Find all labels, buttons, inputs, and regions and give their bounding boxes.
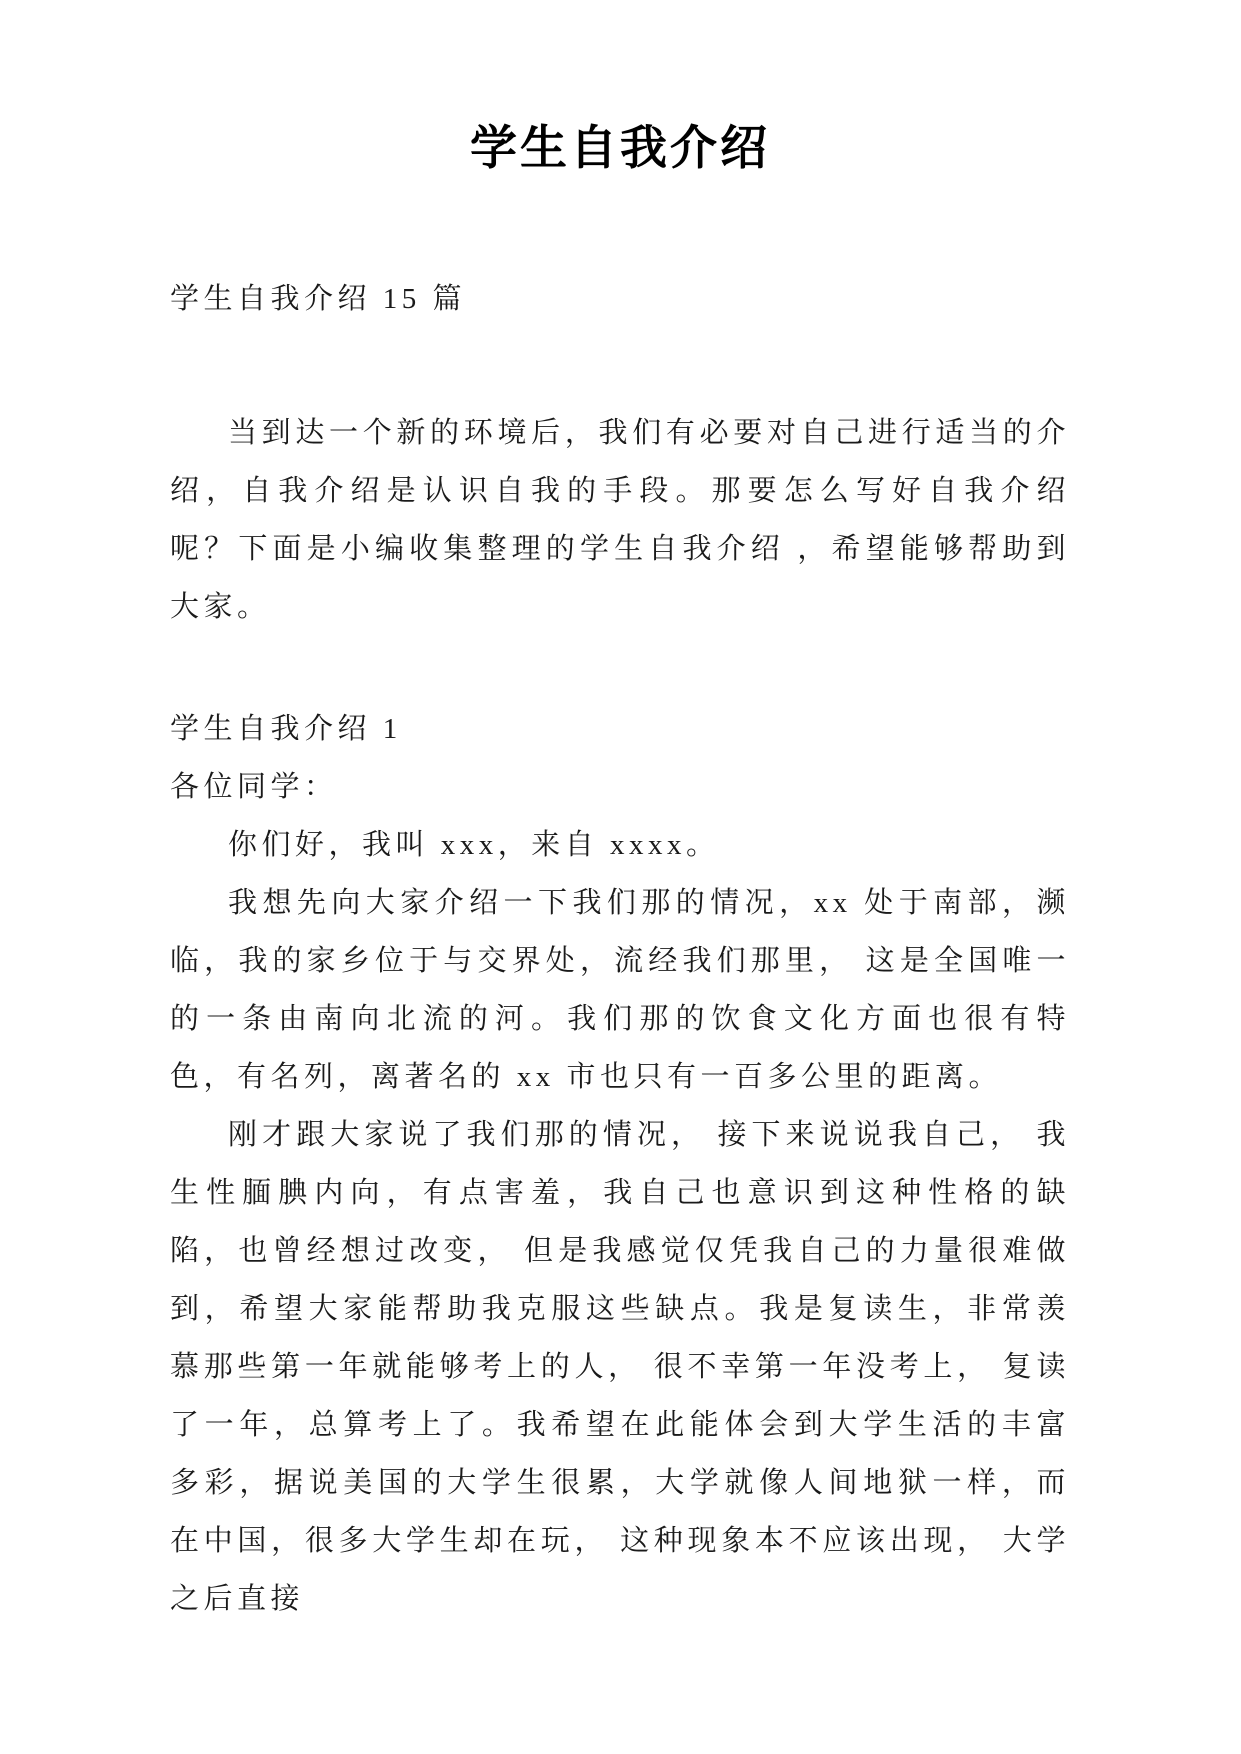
page-title: 学生自我介绍 [470, 123, 770, 175]
section-1-paragraph-self: 刚才跟大家说了我们那的情况， 接下来说说我自己， 我生性腼腆内向，有点害羞，我自己也意识到这种性格的缺陷，也曾经想过改变， 但是我感觉仅凭我自己的力量很难做到，希望大家能帮助我克服这些缺点。我是复读生，非常羡慕那些第一年就能够考上的人， 很不幸第一年没考上， 复读了一年，总算考上了。我希望在此能体会到大学生活的丰富多彩，据说美国的大学生很累，大学就像人间地狱一样，而在中国，很多大学生却在玩， 这种现象本不应该出现， 大学之后直接 [170, 1119, 1070, 1615]
document-content [170, 0, 1070, 1628]
intro-paragraph: 当到达一个新的环境后，我们有必要对自己进行适当的介绍，自我介绍是认识自我的手段。那要怎么写好自我介绍呢？下面是小编收集整理的学生自我介绍 ，希望能够帮助到大家。 [170, 417, 1070, 623]
section-1-heading: 学生自我介绍 1 [170, 713, 402, 745]
section-1-paragraph-greeting: 你们好，我叫 xxx，来自 xxxx。 [228, 829, 720, 861]
section-1-salutation: 各位同学： [170, 771, 338, 803]
doc-subheading: 学生自我介绍 15 篇 [170, 283, 467, 315]
section-1-paragraph-hometown: 我想先向大家介绍一下我们那的情况，xx 处于南部，濒临，我的家乡位于与交界处，流经我们那里， 这是全国唯一的一条由南向北流的河。我们那的饮食文化方面也很有特色，有名列，离著名的 xx 市也只有一百多公里的距离。 [170, 887, 1070, 1093]
